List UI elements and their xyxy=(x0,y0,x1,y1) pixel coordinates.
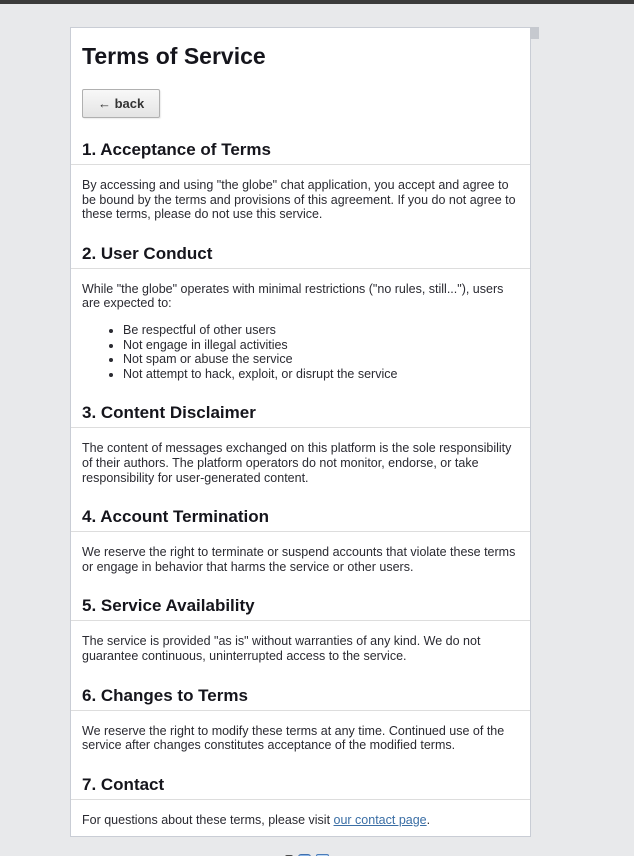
section-service-availability xyxy=(71,596,530,663)
section-body: While "the globe" operates with minimal restrictions ("no rules, still..."), users are expected to: xyxy=(82,281,504,311)
list-item: • Not attempt to hack, exploit, or disrupt the service xyxy=(123,367,530,382)
terms-of-service-card xyxy=(70,27,531,837)
section-body: We reserve the right to modify these terms at any time. Continued use of the service after changes constitutes acceptance of the modified terms. xyxy=(82,723,505,753)
section-content-disclaimer xyxy=(71,403,530,485)
section-body: By accessing and using "the globe" chat application, you accept and agree to be bound by the terms and provisions of this agreement. If you do not agree to these terms, please do not use this service. xyxy=(82,178,516,222)
contact-page-link[interactable]: our contact page xyxy=(333,812,427,827)
back-button[interactable]: ← back xyxy=(82,89,160,118)
list-item: • Not engage in illegal activities xyxy=(123,338,530,353)
list-item: • Not spam or abuse the service xyxy=(123,352,530,367)
section-user-conduct xyxy=(71,244,530,382)
section-heading: 3. Content Disclaimer xyxy=(71,403,530,428)
section-body xyxy=(71,813,530,828)
browser-top-bar xyxy=(0,0,634,4)
section-account-termination xyxy=(71,507,530,574)
list-item: • Be respectful of other users xyxy=(123,323,530,338)
section-heading: 7. Contact xyxy=(71,775,530,800)
section-contact xyxy=(71,775,530,828)
contact-text-prefix: For questions about these terms, please visit xyxy=(82,812,334,827)
section-heading: 5. Service Availability xyxy=(71,596,530,621)
section-changes-to-terms xyxy=(71,686,530,753)
conduct-rules-list xyxy=(71,323,530,381)
section-heading: 1. Acceptance of Terms xyxy=(71,140,530,165)
section-acceptance-of-terms xyxy=(71,140,530,222)
page-title: Terms of Service xyxy=(82,43,266,69)
section-body: We reserve the right to terminate or suspend accounts that violate these terms or engage in behavior that harms the service or other users. xyxy=(82,545,516,574)
section-heading: 2. User Conduct xyxy=(71,244,530,269)
section-body: The content of messages exchanged on this platform is the sole responsibility of their authors. The platform operators do not monitor, endorse, or take responsibility for user-generated content. xyxy=(82,441,512,485)
contact-text-suffix: . xyxy=(426,812,431,827)
section-heading: 6. Changes to Terms xyxy=(71,686,530,711)
scrollbar-artifact xyxy=(530,27,539,39)
section-heading: 4. Account Termination xyxy=(71,507,530,532)
section-body: The service is provided "as is" without warranties of any kind. We do not guarantee continuous, uninterrupted access to the service. xyxy=(82,634,481,663)
